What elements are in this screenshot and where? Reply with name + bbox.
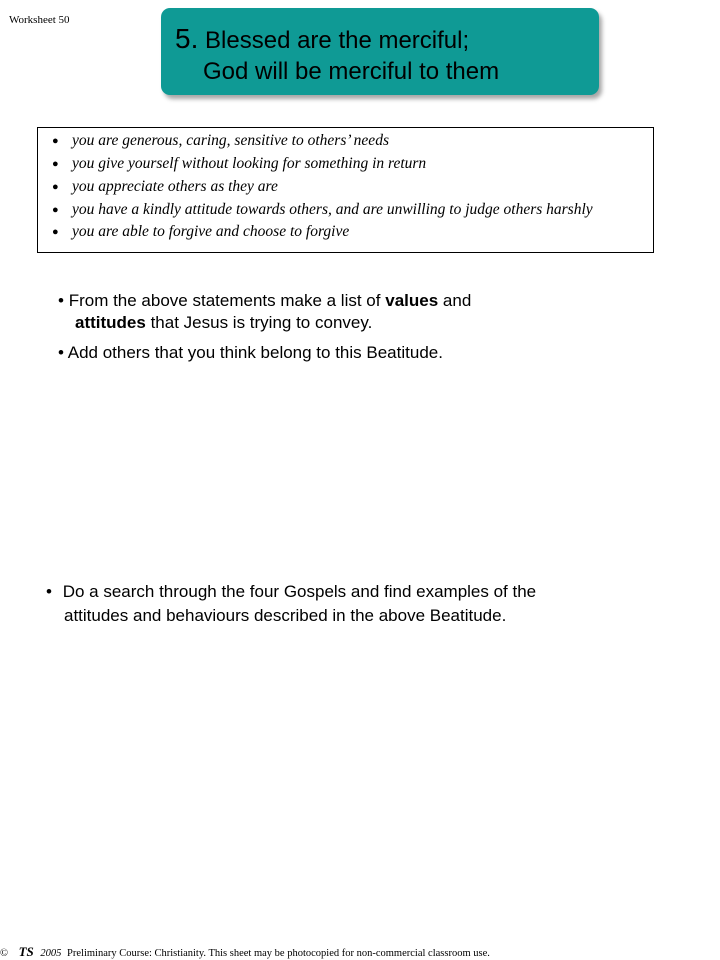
instruction-text: attitudes and behaviours described in the above Beatitude.	[64, 606, 507, 625]
statements-box	[37, 127, 654, 253]
copyright-year: 2005	[40, 948, 62, 959]
bullet-icon: ●	[52, 135, 59, 147]
beatitude-number: 5.	[175, 23, 199, 54]
instruction-text: Add others that you think belong to this Beatitude.	[67, 343, 443, 362]
instruction-text: that Jesus is trying to convey.	[150, 313, 373, 332]
statement-item	[52, 155, 426, 173]
instruction-add-others	[58, 342, 443, 364]
bullet-icon: ●	[52, 204, 59, 216]
instruction-text: and	[442, 291, 472, 310]
instruction-text: From the above statements make a list of	[68, 291, 381, 310]
bullet-icon: ●	[52, 226, 59, 238]
beatitude-title-box	[161, 8, 599, 95]
statement-text: you are generous, caring, sensitive to others’ needs	[72, 132, 389, 149]
statement-text: you are able to forgive and choose to forgive	[72, 223, 350, 240]
statement-item	[52, 132, 389, 150]
instruction-bullet: •	[58, 291, 64, 310]
statement-text: you appreciate others as they are	[72, 178, 278, 195]
statement-item	[52, 223, 349, 241]
instruction-text: Do a search through the four Gospels and find examples of the	[62, 582, 537, 601]
copyright-footer	[0, 944, 490, 960]
instruction-bullet: •	[58, 343, 64, 362]
publisher-logo: TS	[18, 944, 34, 959]
statement-item	[52, 178, 278, 196]
instruction-values-attitudes	[58, 290, 471, 334]
title-line-2: God will be merciful to them	[203, 58, 500, 85]
title-line-1	[175, 23, 469, 55]
keyword-values: values	[385, 291, 439, 310]
statement-text: you give yourself without looking for something in return	[72, 155, 427, 172]
instruction-bullet: •	[46, 582, 52, 601]
bullet-icon: ●	[52, 181, 59, 193]
instruction-gospel-search	[46, 580, 536, 628]
statement-item	[52, 201, 593, 219]
footer-text: Preliminary Course: Christianity. This sheet may be photocopied for non-commercial classroom use.	[67, 948, 490, 959]
keyword-attitudes: attitudes	[75, 313, 146, 332]
title-line-1-text: Blessed are the merciful;	[205, 27, 470, 54]
worksheet-label: Worksheet 50	[9, 14, 70, 26]
copyright-icon: ©	[0, 948, 8, 959]
statement-text: you have a kindly attitude towards others, and are unwilling to judge others harshly	[72, 201, 593, 218]
bullet-icon: ●	[52, 158, 59, 170]
